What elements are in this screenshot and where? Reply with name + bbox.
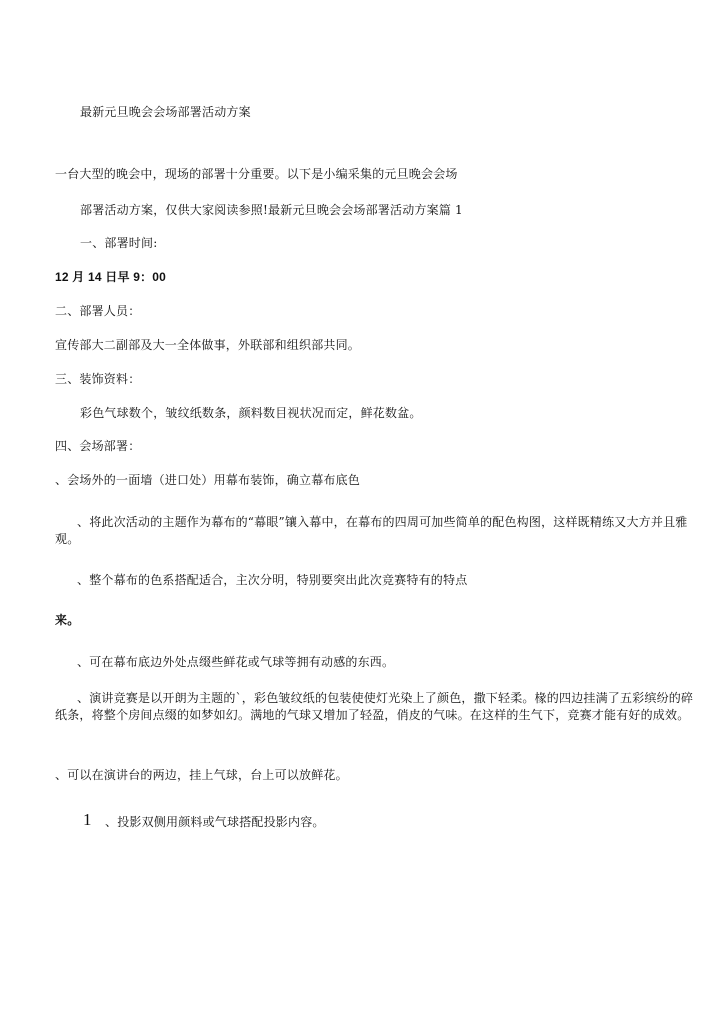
section-heading-materials: 三、装饰资料： — [55, 372, 141, 386]
layout-item-theme: 、将此次活动的主题作为幕布的“幕眼”镶入幕中，在幕布的四周可加些简单的配色构图，这样既精练又大方并且雅观。 — [55, 515, 688, 546]
intro-line-2: 部署活动方案，仅供大家阅读参照!最新元旦晚会会场部署活动方案篇 1 — [80, 203, 463, 217]
layout-item-stage: 、演讲竞赛是以开朗为主题的`，彩色皱纹纸的包装使使灯光染上了颜色，撒下轻柔。椽的四边挂满了五彩缤纷的碎纸条，将整个房间点缀的如梦如幻。满地的气球又增加了轻盈，俏皮的气味。在这样的生气下，竞赛才能有好的成效。 — [55, 691, 694, 722]
intro-line-1: 一台大型的晚会中，现场的部署十分重要。以下是小编采集的元旦晚会会场 — [55, 167, 458, 181]
layout-item-decor: 、可在幕布底边外处点缀些鲜花或气球等拥有动感的东西。 — [77, 655, 395, 669]
staff-text: 宣传部大二副部及大一全体做事，外联部和组织部共同。 — [55, 338, 361, 352]
section-heading-layout: 四、会场部署： — [55, 439, 141, 453]
section-heading-staff: 二、部署人员： — [55, 304, 141, 318]
document-title: 最新元旦晚会会场部署活动方案 — [80, 105, 251, 119]
layout-item-projection: 、投影双侧用颜料或气球搭配投影内容。 — [105, 815, 325, 829]
layout-item-podium: 、可以在演讲台的两边，挂上气球，台上可以放鲜花。 — [55, 768, 348, 782]
layout-item-wall: 、会场外的一面墙（进口处）用幕布装饰，确立幕布底色 — [55, 473, 361, 487]
schedule-time: 12 月 14 日早 9：00 — [55, 270, 167, 284]
section-heading-time: 一、部署时间: — [80, 236, 158, 250]
list-number: 1 — [83, 810, 92, 829]
materials-text: 彩色气球数个，皱纹纸数条，颜料数目视状况而定，鲜花数盆。 — [80, 406, 422, 420]
layout-item-colors: 、整个幕布的色系搭配适合，主次分明，特别要突出此次竞赛特有的特点 — [77, 573, 468, 587]
layout-item-colors-continued: 来。 — [55, 613, 80, 627]
